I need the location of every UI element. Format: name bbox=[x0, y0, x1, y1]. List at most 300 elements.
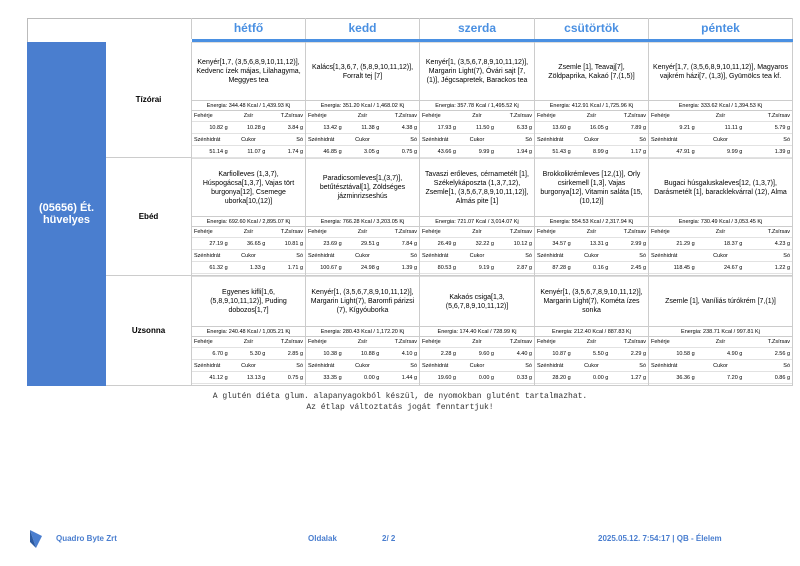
nutrient-value: 24.98 g bbox=[360, 265, 380, 271]
nutrient-value: 34.57 g bbox=[552, 241, 571, 247]
meal-cell bbox=[306, 276, 420, 386]
nutrient-value: 23.69 g bbox=[323, 241, 342, 247]
nutrient-row bbox=[535, 251, 648, 262]
nutrient-label: T.Zsírsav bbox=[280, 113, 304, 119]
header-corner bbox=[27, 18, 192, 39]
nutrient-row bbox=[420, 263, 534, 274]
nutrient-row bbox=[306, 337, 419, 348]
nutrient-value: 13.60 g bbox=[552, 125, 571, 131]
nutrient-value: 9.21 g bbox=[679, 125, 695, 131]
nutrient-value: 1.94 g bbox=[516, 149, 532, 155]
meal-description: Brokkolikrémleves [12,(1)], Orly csirkemell [1,3], Vajas burgonya[12], Vitamin saláta [15,(10,12)] bbox=[535, 158, 648, 216]
energy-value: Energia: 280.43 Kcal / 1,172.20 Kj bbox=[306, 326, 419, 337]
nutrient-row bbox=[306, 263, 419, 274]
nutrient-value: 32.22 g bbox=[475, 241, 494, 247]
company-logo-icon bbox=[28, 528, 44, 550]
meal-name: Tízórai bbox=[106, 42, 192, 158]
nutrient-label: Zsír bbox=[472, 113, 482, 119]
nutrient-value: 26.49 g bbox=[437, 241, 456, 247]
nutrient-row bbox=[306, 135, 419, 146]
nutrient-row bbox=[192, 337, 305, 348]
nutrient-value: 5.50 g bbox=[593, 351, 609, 357]
nutrient-label: Só bbox=[525, 137, 532, 143]
nutrient-row bbox=[649, 135, 792, 146]
nutrient-row bbox=[535, 135, 648, 146]
nutrient-row bbox=[420, 361, 534, 372]
nutrient-label: Szénhidrát bbox=[308, 253, 335, 259]
nutrient-value: 41.12 g bbox=[209, 375, 228, 381]
nutrient-value: 21.29 g bbox=[676, 241, 695, 247]
meal-description: Zsemle [1], Teavaj[7], Zöldpaprika, Kakaó [7,(1,5)] bbox=[535, 42, 648, 100]
nutrient-label: Zsír bbox=[586, 339, 597, 345]
meal-description: Bugaci húsgaluskaleves[12, (1,3,7)], Darásmetélt [1], baracklekvárral (12), Alma bbox=[649, 158, 792, 216]
meal-description: Zsemle [1], Vaníliás túrókrém [7,(1)] bbox=[649, 276, 792, 326]
nutrient-label: Só bbox=[296, 137, 304, 143]
nutrient-label: T.Zsírsav bbox=[509, 229, 532, 235]
nutrient-row bbox=[535, 337, 648, 348]
nutrient-label: Só bbox=[783, 253, 791, 259]
meal-name: Ebéd bbox=[106, 158, 192, 276]
nutrient-label: Cukor bbox=[241, 253, 256, 259]
nutrient-row bbox=[535, 373, 648, 384]
nutrient-row bbox=[420, 251, 534, 262]
nutrient-label: Szénhidrát bbox=[537, 363, 564, 369]
nutrient-value: 33.35 g bbox=[323, 375, 342, 381]
nutrient-row bbox=[535, 349, 648, 360]
nutrient-label: Szénhidrát bbox=[308, 137, 335, 143]
nutrient-label: Fehérje bbox=[194, 113, 213, 119]
meal-cell bbox=[420, 276, 535, 386]
nutrient-value: 9.99 g bbox=[478, 149, 494, 155]
nutrient-row bbox=[535, 227, 648, 238]
nutrient-label: Cukor bbox=[469, 363, 485, 369]
nutrient-value: 0.00 g bbox=[593, 375, 609, 381]
meal-description: Kenyér[1,7, (3,5,6,8,9,10,11,12)], Magyaros vajkrém házi[7, (1,3)], Gyümölcs tea kf. bbox=[649, 42, 792, 100]
nutrient-label: Fehérje bbox=[537, 229, 556, 235]
energy-value: Energia: 721.07 Kcal / 3,014.07 Kj bbox=[420, 216, 534, 227]
nutrient-value: 10.88 g bbox=[360, 351, 380, 357]
nutrient-value: 9.19 g bbox=[478, 265, 494, 271]
nutrient-value: 47.91 g bbox=[676, 149, 695, 155]
nutrient-value: 9.99 g bbox=[727, 149, 743, 155]
nutrient-value: 4.40 g bbox=[516, 351, 532, 357]
nutrient-value: 118.45 g bbox=[673, 265, 695, 271]
nutrient-label: Fehérje bbox=[308, 229, 327, 235]
nutrient-row bbox=[420, 147, 534, 158]
nutrient-value: 10.28 g bbox=[246, 125, 266, 131]
nutrient-value: 2.29 g bbox=[630, 351, 647, 357]
nutrient-label: Zsír bbox=[357, 339, 368, 345]
nutrient-label: Zsír bbox=[472, 229, 482, 235]
nutrient-label: Zsír bbox=[715, 229, 726, 235]
nutrient-value: 10.58 g bbox=[676, 351, 695, 357]
energy-value: Energia: 174.40 Kcal / 728.99 Kj bbox=[420, 326, 534, 337]
nutrient-row bbox=[649, 111, 792, 122]
nutrient-label: Só bbox=[410, 253, 418, 259]
nutrient-label: Cukor bbox=[584, 253, 599, 259]
nutrient-row bbox=[192, 135, 305, 146]
nutrient-row bbox=[535, 147, 648, 158]
diet-label: (05656) Ét. hüvelyes bbox=[27, 42, 106, 386]
nutrient-label: Zsír bbox=[357, 113, 368, 119]
nutrient-row bbox=[420, 123, 534, 134]
nutrient-label: T.Zsírsav bbox=[509, 113, 532, 119]
nutrient-label: Fehérje bbox=[308, 339, 327, 345]
nutrient-value: 1.71 g bbox=[287, 265, 304, 271]
nutrient-label: Zsír bbox=[357, 229, 368, 235]
meal-cell bbox=[649, 42, 793, 158]
nutrient-value: 36.65 g bbox=[246, 241, 266, 247]
nutrient-value: 46.85 g bbox=[323, 149, 342, 155]
nutrient-value: 3.84 g bbox=[287, 125, 304, 131]
nutrient-label: T.Zsírsav bbox=[394, 113, 418, 119]
energy-value: Energia: 351.20 Kcal / 1,468.02 Kj bbox=[306, 100, 419, 111]
nutrient-value: 2.87 g bbox=[516, 265, 532, 271]
nutrient-label: Só bbox=[783, 137, 791, 143]
meal-cell bbox=[535, 42, 649, 158]
nutrient-value: 1.74 g bbox=[287, 149, 304, 155]
nutrient-value: 0.75 g bbox=[401, 149, 418, 155]
nutrient-value: 7.84 g bbox=[401, 241, 418, 247]
nutrient-row bbox=[192, 263, 305, 274]
meal-description: Egyenes kifli[1,6, (5,8,9,10,11,12)], Puding dobozos[1,7] bbox=[192, 276, 305, 326]
nutrient-row bbox=[535, 361, 648, 372]
nutrient-row bbox=[306, 361, 419, 372]
nutrient-label: Szénhidrát bbox=[194, 253, 221, 259]
nutrient-value: 7.89 g bbox=[630, 125, 647, 131]
meal-description: Kenyér[1,7, (3,5,6,8,9,10,11,12)], Kedvenc ízek májas, Lilahagyma, Meggyes tea bbox=[192, 42, 305, 100]
nutrient-row bbox=[306, 123, 419, 134]
day-header: péntek bbox=[649, 18, 793, 39]
nutrient-row bbox=[192, 239, 305, 250]
nutrient-label: Cukor bbox=[584, 363, 599, 369]
day-header: csütörtök bbox=[535, 18, 649, 39]
nutrient-row bbox=[649, 361, 792, 372]
nutrient-label: Cukor bbox=[584, 137, 599, 143]
nutrient-value: 51.43 g bbox=[552, 149, 571, 155]
meal-cell bbox=[649, 276, 793, 386]
nutrient-label: T.Zsírsav bbox=[280, 229, 304, 235]
nutrient-label: Fehérje bbox=[651, 113, 670, 119]
nutrient-row bbox=[649, 123, 792, 134]
nutrient-value: 7.20 g bbox=[727, 375, 743, 381]
nutrient-label: Szénhidrát bbox=[422, 363, 449, 369]
nutrient-label: Fehérje bbox=[308, 113, 327, 119]
nutrient-label: T.Zsírsav bbox=[509, 339, 532, 345]
day-header: hétfő bbox=[192, 18, 306, 39]
nutrient-label: T.Zsírsav bbox=[767, 339, 791, 345]
meal-description: Kenyér[1, (3,5,6,7,8,9,10,11,12)], Margarin Light(7), Óvári sajt [7,(1)], Jégcsapretek, Barackos tea bbox=[420, 42, 534, 100]
nutrient-label: Fehérje bbox=[651, 229, 670, 235]
nutrient-row bbox=[649, 373, 792, 384]
nutrient-value: 29.51 g bbox=[360, 241, 380, 247]
nutrient-value: 2.45 g bbox=[630, 265, 647, 271]
nutrient-value: 61.32 g bbox=[209, 265, 228, 271]
nutrient-label: Fehérje bbox=[422, 339, 441, 345]
nutrient-row bbox=[535, 111, 648, 122]
nutrient-label: Só bbox=[410, 137, 418, 143]
meal-name: Uzsonna bbox=[106, 276, 192, 386]
nutrient-value: 10.38 g bbox=[323, 351, 342, 357]
nutrient-label: Szénhidrát bbox=[651, 137, 678, 143]
nutrient-row bbox=[649, 337, 792, 348]
nutrient-value: 1.39 g bbox=[401, 265, 418, 271]
day-header: kedd bbox=[306, 18, 420, 39]
nutrient-value: 4.10 g bbox=[401, 351, 418, 357]
meal-description: Karfiolleves (1,3,7), Húspogácsa[1,3,7], Vajas tört burgonya[12], Csemege uborka[10,(12)] bbox=[192, 158, 305, 216]
nutrient-row bbox=[649, 251, 792, 262]
nutrient-label: Só bbox=[525, 363, 532, 369]
nutrient-value: 0.16 g bbox=[593, 265, 609, 271]
nutrient-value: 0.86 g bbox=[774, 375, 791, 381]
nutrient-label: Cukor bbox=[241, 363, 256, 369]
nutrient-value: 13.31 g bbox=[589, 241, 609, 247]
nutrient-label: Fehérje bbox=[651, 339, 670, 345]
nutrient-row bbox=[649, 349, 792, 360]
nutrient-row bbox=[649, 263, 792, 274]
nutrient-value: 5.79 g bbox=[774, 125, 791, 131]
meal-description: Kalács[1,3,6,7, (5,8,9,10,11,12)], Forralt tej [7] bbox=[306, 42, 419, 100]
nutrient-row bbox=[192, 123, 305, 134]
nutrient-label: Szénhidrát bbox=[651, 363, 678, 369]
nutrient-value: 1.17 g bbox=[630, 149, 647, 155]
nutrient-value: 27.19 g bbox=[209, 241, 228, 247]
nutrient-label: T.Zsírsav bbox=[280, 339, 304, 345]
meal-cell bbox=[192, 276, 306, 386]
nutrient-label: Só bbox=[783, 363, 791, 369]
nutrient-row bbox=[306, 251, 419, 262]
nutrient-value: 11.50 g bbox=[476, 125, 494, 131]
nutrient-label: Zsír bbox=[243, 339, 254, 345]
nutrient-label: Só bbox=[525, 253, 532, 259]
energy-value: Energia: 240.48 Kcal / 1,005.21 Kj bbox=[192, 326, 305, 337]
nutrient-row bbox=[306, 227, 419, 238]
nutrient-label: T.Zsírsav bbox=[394, 339, 418, 345]
nutrient-label: Szénhidrát bbox=[537, 253, 564, 259]
energy-value: Energia: 692.60 Kcal / 2,895.07 Kj bbox=[192, 216, 305, 227]
nutrient-row bbox=[192, 227, 305, 238]
page-number: 2/ 2 bbox=[382, 534, 396, 543]
gluten-note: A glutén diéta glum. alapanyagokból készül, de nyomokban glutént tartalmazhat. bbox=[212, 392, 588, 401]
nutrient-value: 1.44 g bbox=[401, 375, 418, 381]
energy-value: Energia: 344.48 Kcal / 1,439.93 Kj bbox=[192, 100, 305, 111]
nutrient-label: Zsír bbox=[243, 113, 254, 119]
meal-cell bbox=[306, 158, 420, 276]
nutrient-label: Szénhidrát bbox=[194, 363, 221, 369]
nutrient-row bbox=[306, 239, 419, 250]
nutrient-row bbox=[649, 227, 792, 238]
nutrient-row bbox=[420, 239, 534, 250]
nutrient-label: Zsír bbox=[472, 339, 482, 345]
nutrient-value: 2.56 g bbox=[774, 351, 791, 357]
meal-cell bbox=[420, 42, 535, 158]
meal-description: Kenyér[1, (3,5,6,7,8,9,10,11,12)], Margarin Light(7), Baromfi párizsi (7), Kígyóuborka bbox=[306, 276, 419, 326]
nutrient-value: 4.38 g bbox=[401, 125, 418, 131]
nutrient-label: Cukor bbox=[355, 137, 370, 143]
energy-value: Energia: 333.62 Kcal / 1,394.53 Kj bbox=[649, 100, 792, 111]
nutrient-row bbox=[420, 337, 534, 348]
nutrient-value: 19.60 g bbox=[437, 375, 456, 381]
nutrient-label: Zsír bbox=[715, 113, 726, 119]
nutrient-label: Fehérje bbox=[422, 113, 441, 119]
nutrient-row bbox=[420, 227, 534, 238]
nutrient-label: Só bbox=[639, 137, 647, 143]
nutrient-value: 0.75 g bbox=[287, 375, 304, 381]
nutrient-label: Szénhidrát bbox=[651, 253, 678, 259]
energy-value: Energia: 730.49 Kcal / 3,053.45 Kj bbox=[649, 216, 792, 227]
meal-description: Kenyér[1, (3,5,6,7,8,9,10,11,12)], Margarin Light(7), Kométa ízes sonka bbox=[535, 276, 648, 326]
meal-description: Tavaszi erőleves, cérnametélt [1], Székelykáposzta (1,3,7,12), Zsemle[1, (3,5,6,7,8,9,10,11,12)], Almás pite [1] bbox=[420, 158, 534, 216]
nutrient-value: 17.93 g bbox=[437, 125, 456, 131]
nutrient-row bbox=[420, 111, 534, 122]
nutrient-row bbox=[306, 147, 419, 158]
nutrient-value: 6.33 g bbox=[516, 125, 532, 131]
nutrient-row bbox=[306, 373, 419, 384]
nutrient-value: 87.28 g bbox=[552, 265, 571, 271]
nutrient-row bbox=[192, 147, 305, 158]
nutrient-value: 1.22 g bbox=[774, 265, 791, 271]
nutrient-value: 0.00 g bbox=[364, 375, 380, 381]
nutrient-value: 80.53 g bbox=[437, 265, 456, 271]
nutrient-label: Zsír bbox=[243, 229, 254, 235]
nutrient-row bbox=[192, 373, 305, 384]
nutrient-value: 1.39 g bbox=[774, 149, 791, 155]
nutrient-label: Cukor bbox=[713, 137, 728, 143]
energy-value: Energia: 766.28 Kcal / 3,203.05 Kj bbox=[306, 216, 419, 227]
meal-cell bbox=[420, 158, 535, 276]
nutrient-value: 43.66 g bbox=[437, 149, 456, 155]
nutrient-label: Só bbox=[639, 253, 647, 259]
nutrient-row bbox=[306, 111, 419, 122]
nutrient-row bbox=[535, 123, 648, 134]
nutrient-value: 0.00 g bbox=[478, 375, 494, 381]
nutrient-row bbox=[420, 373, 534, 384]
nutrient-value: 24.67 g bbox=[723, 265, 743, 271]
company-name: Quadro Byte Zrt bbox=[56, 534, 117, 543]
nutrient-value: 3.05 g bbox=[364, 149, 380, 155]
nutrient-label: Só bbox=[296, 253, 304, 259]
meal-cell bbox=[192, 42, 306, 158]
nutrient-value: 2.85 g bbox=[287, 351, 304, 357]
energy-value: Energia: 412.91 Kcal / 1,725.96 Kj bbox=[535, 100, 648, 111]
day-header: szerda bbox=[420, 18, 535, 39]
nutrient-value: 4.23 g bbox=[774, 241, 791, 247]
nutrient-label: Fehérje bbox=[194, 229, 213, 235]
nutrient-label: Fehérje bbox=[537, 113, 556, 119]
nutrient-row bbox=[649, 239, 792, 250]
nutrient-value: 6.70 g bbox=[212, 351, 228, 357]
nutrient-value: 11.38 g bbox=[361, 125, 380, 131]
nutrient-row bbox=[535, 239, 648, 250]
nutrient-label: T.Zsírsav bbox=[394, 229, 418, 235]
nutrient-label: Cukor bbox=[355, 363, 370, 369]
nutrient-row bbox=[420, 349, 534, 360]
energy-value: Energia: 554.53 Kcal / 2,317.94 Kj bbox=[535, 216, 648, 227]
nutrient-value: 1.27 g bbox=[630, 375, 647, 381]
nutrient-value: 2.28 g bbox=[440, 351, 456, 357]
nutrient-label: T.Zsírsav bbox=[623, 113, 647, 119]
nutrient-row bbox=[306, 349, 419, 360]
nutrient-value: 5.30 g bbox=[250, 351, 266, 357]
meal-description: Kakaós csiga[1,3, (5,6,7,8,9,10,11,12)] bbox=[420, 276, 534, 326]
nutrient-value: 10.87 g bbox=[552, 351, 571, 357]
nutrient-value: 4.90 g bbox=[727, 351, 743, 357]
nutrient-value: 10.81 g bbox=[284, 241, 304, 247]
nutrient-label: Zsír bbox=[586, 113, 597, 119]
nutrient-row bbox=[535, 263, 648, 274]
meal-cell bbox=[306, 42, 420, 158]
nutrient-label: Szénhidrát bbox=[194, 137, 221, 143]
meal-cell bbox=[649, 158, 793, 276]
nutrient-label: Cukor bbox=[469, 253, 485, 259]
meal-cell bbox=[535, 158, 649, 276]
meal-description: Paradicsomleves[1,(3,7)], betűtésztával[1], Zöldséges jázminrizseshús bbox=[306, 158, 419, 216]
nutrient-row bbox=[649, 147, 792, 158]
nutrient-label: Só bbox=[410, 363, 418, 369]
nutrient-value: 10.12 g bbox=[513, 241, 532, 247]
nutrient-value: 28.20 g bbox=[552, 375, 571, 381]
nutrient-label: Cukor bbox=[713, 253, 728, 259]
nutrient-value: 16.05 g bbox=[589, 125, 609, 131]
nutrient-row bbox=[420, 135, 534, 146]
nutrient-label: T.Zsírsav bbox=[767, 229, 791, 235]
nutrient-value: 0.33 g bbox=[516, 375, 532, 381]
pages-label: Oldalak bbox=[308, 534, 337, 543]
nutrient-label: Cukor bbox=[355, 253, 370, 259]
energy-value: Energia: 238.71 Kcal / 997.81 Kj bbox=[649, 326, 792, 337]
meal-cell bbox=[192, 158, 306, 276]
nutrient-label: Cukor bbox=[241, 137, 256, 143]
nutrient-label: Szénhidrát bbox=[422, 137, 449, 143]
nutrient-label: Fehérje bbox=[194, 339, 213, 345]
energy-value: Energia: 357.78 Kcal / 1,495.52 Kj bbox=[420, 100, 534, 111]
change-note: Az étlap változtatás jogát fenntartjuk! bbox=[306, 403, 494, 412]
nutrient-row bbox=[192, 251, 305, 262]
nutrient-label: Szénhidrát bbox=[537, 137, 564, 143]
energy-value: Energia: 212.40 Kcal / 887.83 Kj bbox=[535, 326, 648, 337]
nutrient-label: T.Zsírsav bbox=[623, 229, 647, 235]
nutrient-label: Fehérje bbox=[422, 229, 441, 235]
nutrient-value: 10.82 g bbox=[209, 125, 228, 131]
nutrient-value: 36.36 g bbox=[676, 375, 695, 381]
nutrient-label: T.Zsírsav bbox=[767, 113, 791, 119]
nutrient-value: 100.67 g bbox=[320, 265, 342, 271]
nutrient-value: 1.33 g bbox=[250, 265, 266, 271]
nutrient-value: 51.14 g bbox=[209, 149, 228, 155]
nutrient-value: 11.07 g bbox=[247, 149, 266, 155]
meal-cell bbox=[535, 276, 649, 386]
nutrient-row bbox=[192, 349, 305, 360]
nutrient-label: T.Zsírsav bbox=[623, 339, 647, 345]
nutrient-label: Só bbox=[639, 363, 647, 369]
nutrient-value: 2.99 g bbox=[630, 241, 647, 247]
nutrient-value: 18.37 g bbox=[723, 241, 743, 247]
nutrient-value: 13.42 g bbox=[323, 125, 342, 131]
nutrient-value: 11.11 g bbox=[724, 125, 743, 131]
print-timestamp: 2025.05.12. 7:54:17 | QB - Élelem bbox=[598, 534, 722, 543]
nutrient-row bbox=[192, 361, 305, 372]
nutrient-label: Zsír bbox=[586, 229, 597, 235]
nutrient-value: 13.13 g bbox=[246, 375, 266, 381]
nutrient-label: Fehérje bbox=[537, 339, 556, 345]
nutrient-value: 9.60 g bbox=[478, 351, 494, 357]
nutrient-label: Szénhidrát bbox=[422, 253, 449, 259]
nutrient-label: Cukor bbox=[469, 137, 485, 143]
nutrient-label: Zsír bbox=[715, 339, 726, 345]
nutrient-label: Só bbox=[296, 363, 304, 369]
nutrient-value: 8.99 g bbox=[593, 149, 609, 155]
nutrient-label: Szénhidrát bbox=[308, 363, 335, 369]
